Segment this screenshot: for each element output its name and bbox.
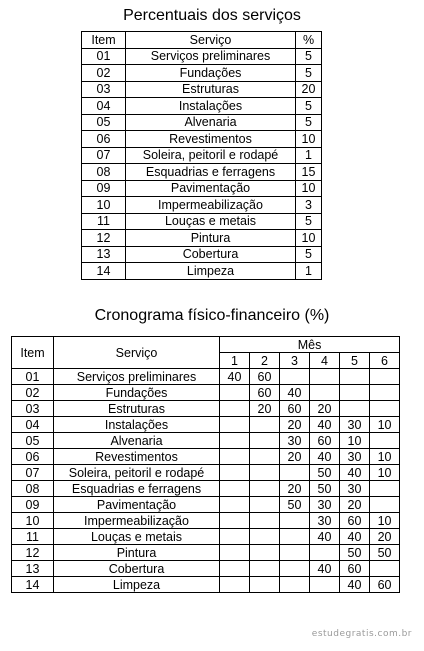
- month-value-cell: 60: [280, 401, 310, 417]
- schedule-title: Cronograma físico-financeiro (%): [94, 307, 330, 324]
- service-cell: Instalações: [54, 417, 220, 433]
- percent-cell: 5: [296, 48, 322, 65]
- month-value-cell: [280, 577, 310, 593]
- month-number: 6: [370, 353, 400, 369]
- month-value-cell: 10: [370, 465, 400, 481]
- month-value-cell: 40: [340, 529, 370, 545]
- percent-cell: 10: [296, 131, 322, 148]
- item-cell: 09: [82, 180, 126, 197]
- service-cell: Limpeza: [126, 263, 296, 280]
- watermark: estudegratis.com.br: [311, 629, 412, 639]
- column-header-service: Serviço: [54, 337, 220, 369]
- month-value-cell: 30: [340, 449, 370, 465]
- month-value-cell: [250, 529, 280, 545]
- percent-cell: 3: [296, 197, 322, 214]
- month-value-cell: [250, 465, 280, 481]
- month-value-cell: [220, 465, 250, 481]
- month-value-cell: [340, 385, 370, 401]
- table-row: [12, 385, 400, 401]
- percent-cell: 5: [296, 98, 322, 115]
- month-value-cell: 20: [310, 401, 340, 417]
- item-cell: 02: [12, 385, 54, 401]
- month-value-cell: [220, 401, 250, 417]
- month-value-cell: [370, 481, 400, 497]
- service-cell: Esquadrias e ferragens: [54, 481, 220, 497]
- month-number: 2: [250, 353, 280, 369]
- table-header-row: [82, 32, 322, 49]
- service-cell: Serviços preliminares: [126, 48, 296, 65]
- month-value-cell: 20: [340, 497, 370, 513]
- month-value-cell: [220, 513, 250, 529]
- service-cell: Serviços preliminares: [54, 369, 220, 385]
- month-value-cell: [310, 385, 340, 401]
- month-value-cell: 10: [370, 417, 400, 433]
- month-value-cell: 60: [310, 433, 340, 449]
- service-cell: Pavimentação: [126, 180, 296, 197]
- table-row: [12, 513, 400, 529]
- item-cell: 11: [12, 529, 54, 545]
- service-cell: Soleira, peitoril e rodapé: [126, 147, 296, 164]
- table-header-row: [12, 337, 400, 353]
- month-value-cell: [370, 497, 400, 513]
- item-cell: 06: [82, 131, 126, 148]
- table-row: [12, 529, 400, 545]
- month-value-cell: [250, 417, 280, 433]
- month-value-cell: [250, 481, 280, 497]
- item-cell: 12: [12, 545, 54, 561]
- month-value-cell: 50: [340, 545, 370, 561]
- month-value-cell: [340, 369, 370, 385]
- item-cell: 02: [82, 65, 126, 82]
- table-row: [12, 465, 400, 481]
- service-cell: Fundações: [126, 65, 296, 82]
- services-percentages-table: [81, 31, 322, 280]
- service-cell: Pavimentação: [54, 497, 220, 513]
- table-row: [12, 417, 400, 433]
- month-value-cell: 40: [220, 369, 250, 385]
- month-value-cell: 50: [310, 481, 340, 497]
- table-row: [12, 433, 400, 449]
- month-value-cell: [220, 577, 250, 593]
- month-number: 1: [220, 353, 250, 369]
- item-cell: 01: [12, 369, 54, 385]
- table-row: [12, 561, 400, 577]
- month-value-cell: 10: [370, 513, 400, 529]
- month-value-cell: [250, 433, 280, 449]
- item-cell: 08: [12, 481, 54, 497]
- month-value-cell: 50: [310, 465, 340, 481]
- item-cell: 05: [12, 433, 54, 449]
- service-cell: Fundações: [54, 385, 220, 401]
- month-value-cell: 40: [340, 577, 370, 593]
- month-value-cell: [370, 401, 400, 417]
- service-cell: Alvenaria: [54, 433, 220, 449]
- month-value-cell: [280, 529, 310, 545]
- table-row: [82, 114, 322, 131]
- service-cell: Limpeza: [54, 577, 220, 593]
- service-cell: Louças e metais: [126, 213, 296, 230]
- month-value-cell: [250, 497, 280, 513]
- table-row: [82, 213, 322, 230]
- column-header-item: Item: [12, 337, 54, 369]
- percent-cell: 10: [296, 230, 322, 247]
- month-value-cell: [220, 497, 250, 513]
- month-value-cell: [220, 417, 250, 433]
- month-value-cell: 60: [250, 369, 280, 385]
- item-cell: 03: [82, 81, 126, 98]
- services-percentages-title: Percentuais dos serviços: [123, 7, 301, 24]
- table-row: [12, 497, 400, 513]
- service-cell: Esquadrias e ferragens: [126, 164, 296, 181]
- column-header-month: Mês: [220, 337, 400, 353]
- month-value-cell: 40: [310, 529, 340, 545]
- percent-cell: 5: [296, 65, 322, 82]
- month-value-cell: 60: [370, 577, 400, 593]
- month-number: 3: [280, 353, 310, 369]
- item-cell: 04: [82, 98, 126, 115]
- month-value-cell: [220, 481, 250, 497]
- month-value-cell: [370, 561, 400, 577]
- month-value-cell: 20: [280, 417, 310, 433]
- table-row: [82, 98, 322, 115]
- table-row: [82, 197, 322, 214]
- percent-cell: 5: [296, 114, 322, 131]
- month-value-cell: [370, 385, 400, 401]
- month-value-cell: [280, 513, 310, 529]
- month-value-cell: 60: [340, 561, 370, 577]
- month-value-cell: 50: [370, 545, 400, 561]
- month-value-cell: 20: [280, 481, 310, 497]
- month-number: 4: [310, 353, 340, 369]
- month-value-cell: 60: [250, 385, 280, 401]
- percent-cell: 20: [296, 81, 322, 98]
- month-value-cell: [220, 561, 250, 577]
- month-value-cell: 40: [310, 561, 340, 577]
- table-row: [82, 180, 322, 197]
- service-cell: Estruturas: [126, 81, 296, 98]
- item-cell: 13: [12, 561, 54, 577]
- month-value-cell: [250, 577, 280, 593]
- schedule-table: [11, 336, 400, 593]
- item-cell: 07: [82, 147, 126, 164]
- table-row: [12, 449, 400, 465]
- service-cell: Estruturas: [54, 401, 220, 417]
- item-cell: 14: [82, 263, 126, 280]
- month-value-cell: [250, 561, 280, 577]
- month-value-cell: [280, 545, 310, 561]
- column-header-item: Item: [82, 32, 126, 49]
- percent-cell: 5: [296, 246, 322, 263]
- percent-cell: 10: [296, 180, 322, 197]
- table-row: [82, 65, 322, 82]
- month-value-cell: 20: [370, 529, 400, 545]
- item-cell: 14: [12, 577, 54, 593]
- month-value-cell: 40: [280, 385, 310, 401]
- item-cell: 09: [12, 497, 54, 513]
- month-value-cell: 30: [340, 481, 370, 497]
- service-cell: Impermeabilização: [126, 197, 296, 214]
- service-cell: Cobertura: [54, 561, 220, 577]
- month-value-cell: [220, 449, 250, 465]
- item-cell: 10: [82, 197, 126, 214]
- column-header-percent: %: [296, 32, 322, 49]
- month-value-cell: [220, 545, 250, 561]
- service-cell: Instalações: [126, 98, 296, 115]
- month-value-cell: [370, 369, 400, 385]
- table-row: [82, 81, 322, 98]
- month-value-cell: [310, 369, 340, 385]
- item-cell: 03: [12, 401, 54, 417]
- service-cell: Impermeabilização: [54, 513, 220, 529]
- percent-cell: 15: [296, 164, 322, 181]
- service-cell: Louças e metais: [54, 529, 220, 545]
- month-value-cell: [340, 401, 370, 417]
- month-value-cell: [280, 369, 310, 385]
- table-row: [12, 577, 400, 593]
- service-cell: Cobertura: [126, 246, 296, 263]
- item-cell: 06: [12, 449, 54, 465]
- month-value-cell: [250, 513, 280, 529]
- month-value-cell: 50: [280, 497, 310, 513]
- service-cell: Revestimentos: [126, 131, 296, 148]
- month-value-cell: [220, 433, 250, 449]
- item-cell: 12: [82, 230, 126, 247]
- item-cell: 10: [12, 513, 54, 529]
- service-cell: Revestimentos: [54, 449, 220, 465]
- percent-cell: 1: [296, 263, 322, 280]
- table-row: [82, 246, 322, 263]
- item-cell: 13: [82, 246, 126, 263]
- table-row: [12, 481, 400, 497]
- month-value-cell: [220, 385, 250, 401]
- month-value-cell: [280, 465, 310, 481]
- table-row: [82, 263, 322, 280]
- service-cell: Soleira, peitoril e rodapé: [54, 465, 220, 481]
- month-value-cell: 40: [310, 417, 340, 433]
- month-value-cell: 60: [340, 513, 370, 529]
- month-value-cell: 30: [280, 433, 310, 449]
- item-cell: 08: [82, 164, 126, 181]
- percent-cell: 1: [296, 147, 322, 164]
- month-value-cell: [310, 545, 340, 561]
- month-value-cell: [220, 529, 250, 545]
- item-cell: 04: [12, 417, 54, 433]
- month-value-cell: 10: [340, 433, 370, 449]
- month-value-cell: 30: [310, 513, 340, 529]
- table-row: [12, 401, 400, 417]
- service-cell: Pintura: [54, 545, 220, 561]
- month-value-cell: [370, 433, 400, 449]
- item-cell: 11: [82, 213, 126, 230]
- month-value-cell: 30: [340, 417, 370, 433]
- table-row: [12, 545, 400, 561]
- item-cell: 01: [82, 48, 126, 65]
- table-row: [82, 147, 322, 164]
- month-number: 5: [340, 353, 370, 369]
- item-cell: 05: [82, 114, 126, 131]
- table-row: [82, 131, 322, 148]
- item-cell: 07: [12, 465, 54, 481]
- table-row: [82, 230, 322, 247]
- percent-cell: 5: [296, 213, 322, 230]
- month-value-cell: 30: [310, 497, 340, 513]
- month-value-cell: [310, 577, 340, 593]
- month-value-cell: [250, 545, 280, 561]
- table-row: [82, 48, 322, 65]
- month-value-cell: 20: [280, 449, 310, 465]
- service-cell: Pintura: [126, 230, 296, 247]
- month-value-cell: 40: [310, 449, 340, 465]
- month-value-cell: 40: [340, 465, 370, 481]
- month-value-cell: 20: [250, 401, 280, 417]
- table-row: [82, 164, 322, 181]
- month-value-cell: [250, 449, 280, 465]
- table-row: [12, 369, 400, 385]
- month-value-cell: 10: [370, 449, 400, 465]
- column-header-service: Serviço: [126, 32, 296, 49]
- service-cell: Alvenaria: [126, 114, 296, 131]
- month-value-cell: [280, 561, 310, 577]
